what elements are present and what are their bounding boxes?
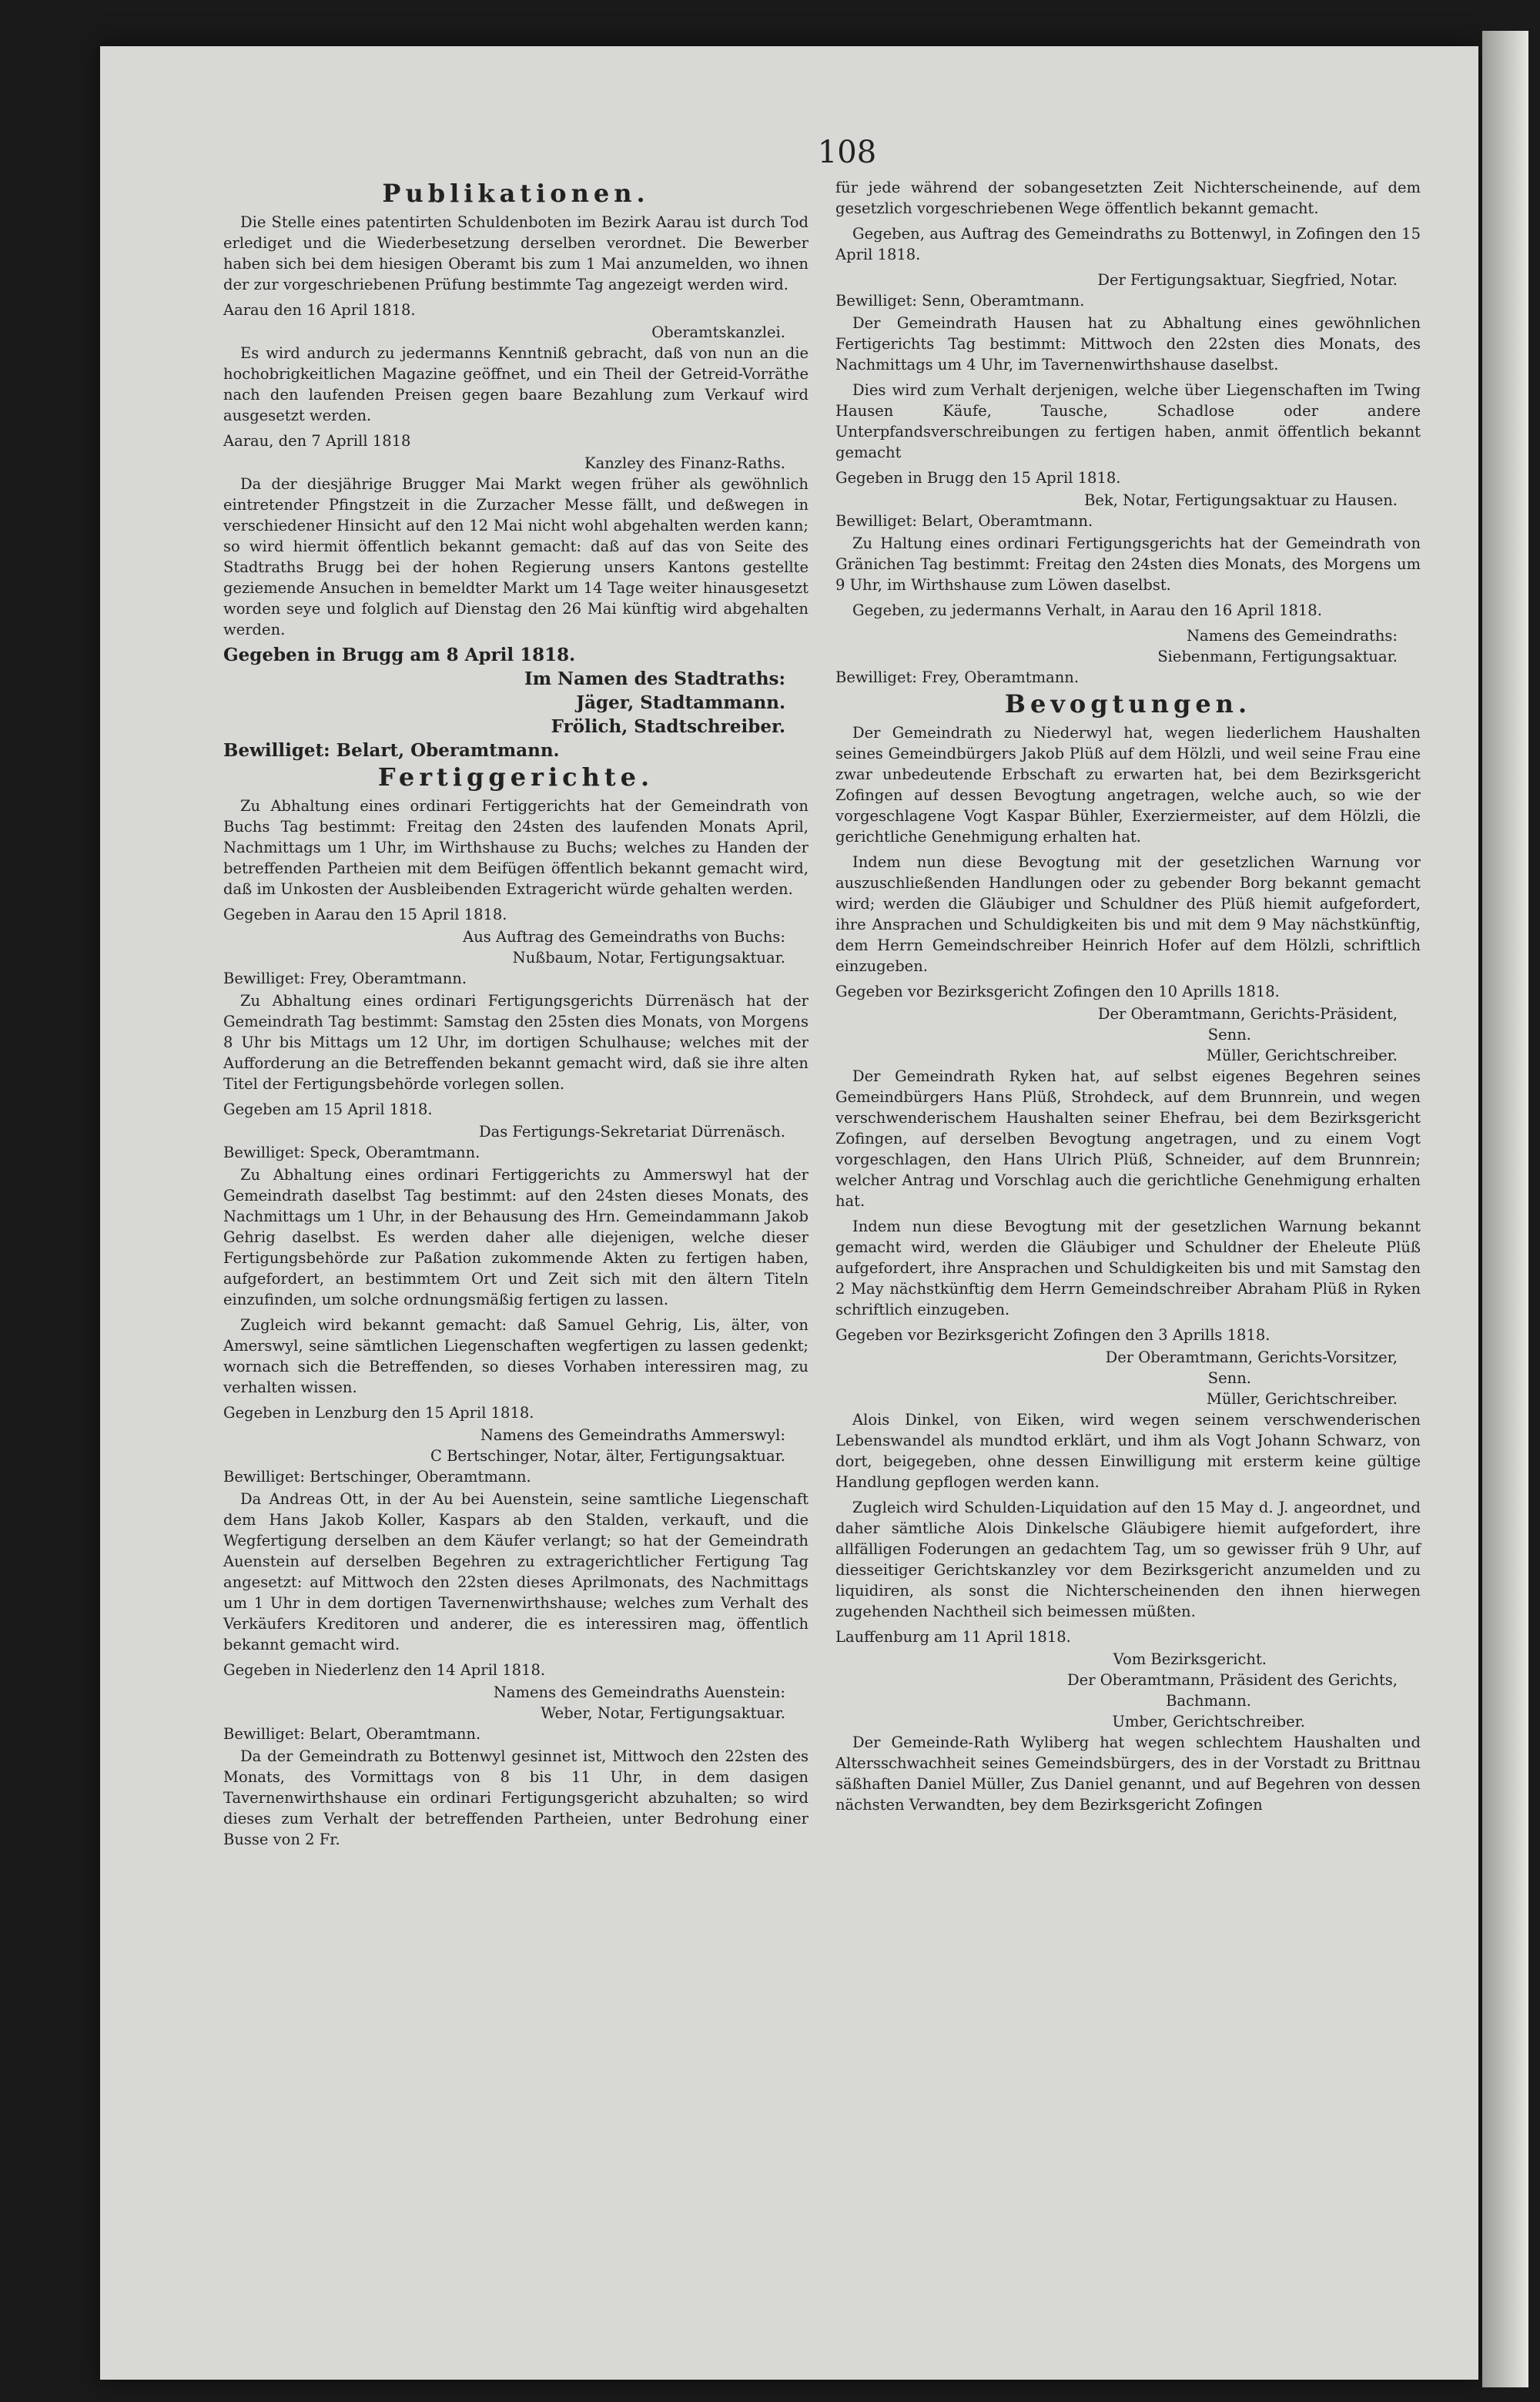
signature: Müller, Gerichtschreiber. xyxy=(1206,1047,1398,1064)
heading-bevogtungen: Bevogtungen. xyxy=(1004,689,1252,719)
signature: Namens des Gemeindraths Ammerswyl: xyxy=(480,1426,785,1444)
signature: Aus Auftrag des Gemeindraths von Buchs: xyxy=(463,928,785,946)
paragraph: Dies wird zum Verhalt derjenigen, welche über Liegenschaften im Twing Hausen Käufe, Tausche, Schadlose oder andere Unterpfandsverschreibungen zu fertigen haben, anmit öffentlich bekannt gemacht xyxy=(835,381,1421,461)
paragraph: Da der Gemeindrath zu Bottenwyl gesinnet ist, Mittwoch den 22sten des Monats, des Vormittags von 8 bis 11 Uhr, in dem dasigen Tavernenwirthshause ein ordinari Fertigungsgericht abzuhalten; so wird dieses zum Verhalt der betreffenden Partheien, unter Bedrohung einer Busse von 2 Fr. xyxy=(223,1747,808,1848)
paragraph: für jede während der sobangesetzten Zeit Nichterscheinende, auf dem gesetzlich vorgeschriebenen Wege öffentlich bekannt gemacht. xyxy=(835,179,1421,217)
signature: Kanzley des Finanz-Raths. xyxy=(584,454,785,472)
signature: Namens des Gemeindraths: xyxy=(1186,627,1398,645)
approval-line: Bewilliget: Frey, Oberamtmann. xyxy=(835,668,1080,686)
paragraph: Der Gemeindrath Ryken hat, auf selbst eigenes Begehren seines Gemeindbürgers Hans Plüß, Strohdeck, auf dem Brunnrein, und wegen verschwenderischem Haushalten seiner Ehefrau, bei dem Bezirksgericht Zofingen, auf derselben Bevogtung angetragen, und zu einem Vogt vorgeschlagen, den Hans Ulrich Plüß, Schneider, auf dem Brunnrein; welcher Antrag und Vorschlag auch die gerichtliche Genehmigung erhalten hat. xyxy=(835,1067,1421,1210)
approval-line: Bewilliget: Belart, Oberamtmann. xyxy=(835,512,1093,530)
paragraph: Da der diesjährige Brugger Mai Markt wegen früher als gewöhnlich eintretender Pfingstzeit in die Zurzacher Messe fällt, und deßwegen in verschiedener Hinsicht auf den 12 Mai nicht wohl abgehalten werden kann; so wird hiermit öffentlich bekannt gemacht: daß auf das von Seite des Stadtraths Brugg bei der hohen Regierung unsers Kantons gestellte geziemende Ansuchen in bemeldter Markt um 14 Tage weiter hinausgesetzt worden seye und folglich auf Dienstag den 26 Mai künftig wird abgehalten werden. xyxy=(223,475,808,638)
date-line: Gegeben, aus Auftrag des Gemeindraths zu Bottenwyl, in Zofingen den 15 April 1818. xyxy=(835,225,1421,263)
heading-fertiggerichte: Fertiggerichte. xyxy=(377,762,654,792)
paragraph: Indem nun diese Bevogtung mit der gesetzlichen Warnung bekannt gemacht wird, werden die Gläubiger und Schuldner der Eheleute Plüß aufgefordert, ihre Ansprachen und Schuldigkeiten bis und mit Samstag den 2 May nächstkünftig dem Herrn Gemeindschreiber Abraham Plüß in Ryken schriftlich einzugeben. xyxy=(835,1218,1421,1318)
signature: Senn. xyxy=(1207,1026,1251,1044)
left-column xyxy=(223,177,808,1854)
date-line: Gegeben in Brugg den 15 April 1818. xyxy=(835,469,1121,487)
signature: Der Oberamtmann, Präsident des Gerichts, xyxy=(1067,1671,1398,1689)
paragraph: Zu Abhaltung eines ordinari Fertiggerichts zu Ammerswyl hat der Gemeindrath daselbst Tag bestimmt: auf den 24sten dieses Monats, des Nachmittags um 1 Uhr, in der Behausung des Hrn. Gemeindammann Jakob Gehrig daselbst. Es werden daher alle diejenigen, welche dieser Fertigungsbehörde zur Paßation zukommende Akten zu fertigen haben, aufgefordert, an bestimmtem Ort und Zeit sich mit den ältern Titeln einzufinden, um solche ordnungsmäßig fertigen zu lassen. xyxy=(223,1166,808,1308)
signature: Weber, Notar, Fertigungsaktuar. xyxy=(541,1704,785,1722)
approval-line: Bewilliget: Belart, Oberamtmann. xyxy=(223,740,560,761)
paragraph: Alois Dinkel, von Eiken, wird wegen seinem verschwenderischen Lebenswandel als mundtod erklärt, und ihm als Vogt Johann Schwarz, von dort, beigegeben, ohne dessen Einwilligung mit ersterm keine gültige Handlung gepflogen werden kann. xyxy=(835,1411,1421,1491)
page-number: 108 xyxy=(817,135,877,170)
paragraph: Indem nun diese Bevogtung mit der gesetzlichen Warnung vor auszuschließenden Handlungen oder zu gebender Borg bekannt gemacht wird; werden die Gläubiger und Schuldner des Plüß hiemit aufgefordert, ihre Ansprachen und Schuldigkeiten bis und mit dem 9 May nächstkünftig, dem Herrn Gemeindschreiber Heinrich Hofer auf dem Hölzli, schriftlich einzugeben. xyxy=(835,853,1421,975)
paragraph: Zu Abhaltung eines ordinari Fertigungsgerichts Dürrenäsch hat der Gemeindrath Tag bestimmt: Samstag den 25sten dies Monats, von Morgens 8 Uhr bis Mittags um 12 Uhr, im dortigen Schulhause; welches mit der Aufforderung an die Betreffenden bekannt gemacht wird, daß sie ihre alten Titel der Fertigungsbehörde vorlegen sollen. xyxy=(223,992,808,1093)
approval-line: Bewilliget: Bertschinger, Oberamtmann. xyxy=(223,1468,531,1486)
signature: Senn. xyxy=(1207,1369,1251,1387)
signature: Siebenmann, Fertigungsaktuar. xyxy=(1157,648,1398,665)
signature: Oberamtskanzlei. xyxy=(651,323,785,341)
date-line: Gegeben in Brugg am 8 April 1818. xyxy=(223,645,576,665)
signature: Im Namen des Stadtraths: xyxy=(524,668,785,689)
signature: Jäger, Stadtammann. xyxy=(576,692,785,713)
paragraph: Zu Haltung eines ordinari Fertigungsgerichts hat der Gemeindrath von Gränichen Tag bestimmt: Freitag den 24sten dies Monats, des Morgens um 9 Uhr, im Wirthshause zum Löwen daselbst. xyxy=(835,534,1421,594)
signature: Vom Bezirksgericht. xyxy=(1113,1650,1267,1668)
date-line: Gegeben vor Bezirksgericht Zofingen den 10 Aprills 1818. xyxy=(835,983,1280,1000)
signature: Namens des Gemeindraths Auenstein: xyxy=(493,1683,785,1701)
signature: Bek, Notar, Fertigungsaktuar zu Hausen. xyxy=(1084,491,1398,509)
paragraph: Es wird andurch zu jedermanns Kenntniß gebracht, daß von nun an die hochobrigkeitlichen Magazine geöffnet, und ein Theil der Getreid-Vorräthe nach den laufenden Preisen gegen baare Bezahlung zum Verkauf wird ausgesetzt werden. xyxy=(223,344,808,424)
approval-line: Bewilliget: Belart, Oberamtmann. xyxy=(223,1725,481,1743)
approval-line: Bewilliget: Speck, Oberamtmann. xyxy=(223,1144,480,1161)
signature: Das Fertigungs-Sekretariat Dürrenäsch. xyxy=(478,1123,785,1141)
paragraph: Der Gemeindrath Hausen hat zu Abhaltung eines gewöhnlichen Fertigerichts Tag bestimmt: Mittwoch den 22sten dies Monats, des Nachmittags um 4 Uhr, im Tavernenwirthshause daselbst. xyxy=(835,314,1421,374)
signature: C Bertschinger, Notar, älter, Fertigungsaktuar. xyxy=(430,1447,785,1465)
signature: Frölich, Stadtschreiber. xyxy=(551,716,785,737)
date-line: Gegeben vor Bezirksgericht Zofingen den 3 Aprills 1818. xyxy=(835,1326,1270,1344)
date-line: Lauffenburg am 11 April 1818. xyxy=(835,1628,1071,1646)
date-line: Gegeben am 15 April 1818. xyxy=(223,1100,433,1118)
signature: Der Fertigungsaktuar, Siegfried, Notar. xyxy=(1097,271,1398,289)
paragraph: Da Andreas Ott, in der Au bei Auenstein, seine samtliche Liegenschaft dem Hans Jakob Koller, Kaspars ab den Stalden, verkauft, und die Wegfertigung derselben an dem Käufer verlangt; so hat der Gemeindrath Auenstein auf derselben Begehren zu extragerichtlicher Fertigung Tag angesetzt: auf Mittwoch den 22sten dieses Aprilmonats, des Nachmittags um 1 Uhr in dem dortigen Tavernenwirthshause; welches zum Verhalt des Verkäufers Kreditoren und anderer, die es interessiren mag, öffentlich bekannt gemacht wird. xyxy=(223,1490,808,1653)
paragraph: Die Stelle eines patentirten Schuldenboten im Bezirk Aarau ist durch Tod erlediget und die Wiederbesetzung derselben verordnet. Die Bewerber haben sich bei dem hiesigen Oberamt bis zum 1 Mai anzumelden, wo ihnen der zur vorgeschriebenen Prüfung bestimmte Tag angezeigt werden wird. xyxy=(223,213,808,293)
heading-publikationen: Publikationen. xyxy=(382,179,650,208)
paragraph: Der Gemeindrath zu Niederwyl hat, wegen liederlichem Haushalten seines Gemeindbürgers Jakob Plüß auf dem Hölzli, und weil seine Frau eine zwar unbedeutende Erbschaft zu erwarten hat, bei dem Bezirksgericht Zofingen auf dessen Bevogtung angetragen, welche auch, so wie der vorgeschlagene Vogt Kaspar Bühler, Exerziermeister, auf dem Hölzli, die gerichtliche Genehmigung erhalten hat. xyxy=(835,724,1421,846)
signature: Der Oberamtmann, Gerichts-Vorsitzer, xyxy=(1105,1348,1398,1366)
date-line: Aarau, den 7 Aprill 1818 xyxy=(223,432,411,450)
signature: Nußbaum, Notar, Fertigungsaktuar. xyxy=(512,949,785,966)
paragraph: Zu Abhaltung eines ordinari Fertiggerichts hat der Gemeindrath von Buchs Tag bestimmt: Freitag den 24sten des laufenden Monats April, Nachmittags um 1 Uhr, im Wirthshause zu Buchs; welches zu Handen der betreffenden Partheien mit dem Beifügen öffentlich bekannt gemacht wird, daß im Unkosten der Ausbleibenden Extragericht würde gehalten werden. xyxy=(223,797,808,898)
date-line: Gegeben in Niederlenz den 14 April 1818. xyxy=(223,1661,546,1679)
date-line: Aarau den 16 April 1818. xyxy=(223,301,416,319)
approval-line: Bewilliget: Frey, Oberamtmann. xyxy=(223,970,467,987)
paragraph: Der Gemeinde-Rath Wyliberg hat wegen schlechtem Haushalten und Altersschwachheit seines Gemeindsbürgers, des in der Vorstadt zu Brittnau säßhaften Daniel Müller, Zus Daniel genannt, und auf Begehren von dessen nächsten Verwandten, bey dem Bezirksgericht Zofingen xyxy=(835,1734,1421,1814)
signature: Bachmann. xyxy=(1166,1692,1251,1710)
date-line: Gegeben, zu jedermanns Verhalt, in Aarau den 16 April 1818. xyxy=(852,601,1322,619)
signature: Der Oberamtmann, Gerichts-Präsident, xyxy=(1097,1005,1398,1023)
paragraph: Zugleich wird bekannt gemacht: daß Samuel Gehrig, Lis, älter, von Amerswyl, seine sämtlichen Liegenschaften wegfertigen zu lassen gedenkt; wornach sich die Betreffenden, so dieses Vorhaben interessiren mag, zu verhalten wissen. xyxy=(223,1316,808,1396)
right-column xyxy=(835,177,1421,1820)
approval-line: Bewilliget: Senn, Oberamtmann. xyxy=(835,292,1085,310)
date-line: Gegeben in Aarau den 15 April 1818. xyxy=(223,906,507,923)
signature: Umber, Gerichtschreiber. xyxy=(1112,1713,1305,1730)
paragraph: Zugleich wird Schulden-Liquidation auf den 15 May d. J. angeordnet, und daher sämtliche Alois Dinkelsche Gläubigere hiemit aufgefordert, ihre allfälligen Foderungen an gedachtem Tag, um so gewisser früh 9 Uhr, auf diesseitiger Gerichtskanzley vor dem Bezirksgericht anzumelden und zu liquidiren, als sonst die Nichterscheinenden den ihnen hierwegen zugehenden Nachtheil sich beimessen müßten. xyxy=(835,1499,1421,1620)
signature: Müller, Gerichtschreiber. xyxy=(1206,1390,1398,1408)
next-page-edge xyxy=(1482,31,1528,2387)
date-line: Gegeben in Lenzburg den 15 April 1818. xyxy=(223,1404,534,1422)
